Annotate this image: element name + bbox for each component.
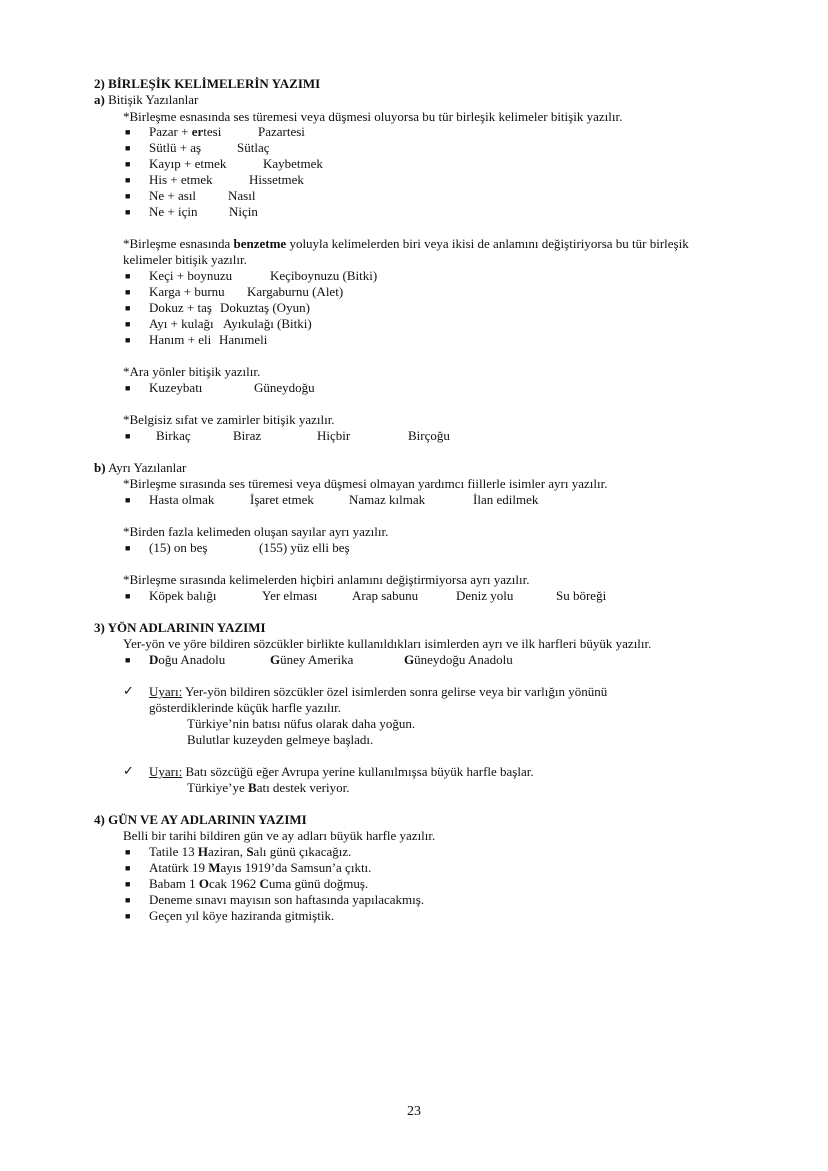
example-item: Keçi + boynuzu [149,268,233,283]
example-item: Arap sabunu [352,588,419,603]
bullet-icon: ■ [125,431,131,441]
bullet-icon: ■ [125,495,131,505]
warning-note: Uyarı: Batı sözcüğü eğer Avrupa yerine kullanılmışsa büyük harfle başlar. [149,764,534,779]
example-item: Su böreği [556,588,607,603]
rule-text: kelimeler bitişik yazılır. [123,252,247,267]
rule-text: *Ara yönler bitişik yazılır. [123,364,261,379]
bullet-icon: ■ [125,143,131,153]
example-item: Ne + için [149,204,198,219]
example-sentence: Türkiye’ye Batı destek veriyor. [187,780,350,795]
example-item: Biraz [233,428,262,443]
bullet-icon: ■ [125,175,131,185]
example-result: Pazartesi [258,124,305,139]
example-result: Hissetmek [249,172,304,187]
example-result: Kargaburnu (Alet) [247,284,344,299]
example-item: Birkaç [156,428,191,443]
example-item: Hanım + eli [149,332,212,347]
example-item: Güneydoğu Anadolu [404,652,513,667]
example-sentence: Babam 1 Ocak 1962 Cuma günü doğmuş. [149,876,369,891]
bullet-icon: ■ [125,655,131,665]
example-sentence: Türkiye’nin batısı nüfus olarak daha yoğun. [187,716,416,731]
example-sentence: Bulutlar kuzeyden gelmeye başladı. [187,732,374,747]
example-item: İşaret etmek [250,492,314,507]
bullet-icon: ■ [125,303,131,313]
example-item: (155) yüz elli beş [259,540,350,555]
rule-text: Belli bir tarihi bildiren gün ve ay adları büyük harfle yazılır. [123,828,436,843]
example-item: Köpek balığı [149,588,217,603]
rule-text: *Birleşme esnasında benzetme yoluyla kelimelerden biri veya ikisi de anlamını değiştiriyorsa bu tür birleşik [123,236,689,251]
example-item: Ne + asıl [149,188,197,203]
example-item: Pazar + ertesi [149,124,222,139]
example-result: Ayıkulağı (Bitki) [223,316,312,331]
bullet-icon: ■ [125,191,131,201]
bullet-icon: ■ [125,591,131,601]
example-sentence: Geçen yıl köye haziranda gitmiştik. [149,908,335,923]
example-item: Hiçbir [317,428,351,443]
example-item: Deniz yolu [456,588,514,603]
subsection-a-title: Bitişik Yazılanlar [108,92,199,107]
bullet-icon: ■ [125,543,131,553]
example-item: İlan edilmek [473,492,539,507]
bullet-icon: ■ [125,895,131,905]
subsection-b-heading [94,460,186,476]
bullet-icon: ■ [125,863,131,873]
example-item: Namaz kılmak [349,492,426,507]
section-2-title: 2) BİRLEŞİK KELİMELERİN YAZIMI [94,76,321,91]
example-item: Yer elması [262,588,318,603]
bullet-icon: ■ [125,127,131,137]
example-sentence: Tatile 13 Haziran, Salı günü çıkacağız. [149,844,352,859]
subsection-a-letter: a) [94,92,105,107]
example-result: Niçin [229,204,258,219]
example-result: Dokuztaş (Oyun) [220,300,310,315]
subsection-a-heading [94,92,198,108]
example-result: Sütlaç [237,140,270,155]
warning-label: Uyarı: [149,684,183,699]
example-item: Dokuz + taş [149,300,212,315]
example-item: Kuzeybatı [149,380,203,395]
warning-label: Uyarı: [149,764,183,779]
example-item: Güneydoğu [254,380,315,395]
example-item: Ayı + kulağı [149,316,214,331]
bullet-icon: ■ [125,847,131,857]
example-result: Nasıl [228,188,256,203]
rule-text: *Belgisiz sıfat ve zamirler bitişik yazılır. [123,412,335,427]
subsection-b-letter: b) [94,460,106,475]
bullet-icon: ■ [125,271,131,281]
example-item: Karga + burnu [149,284,225,299]
bullet-icon: ■ [125,207,131,217]
example-item: Hasta olmak [149,492,215,507]
warning-note: Uyarı: Yer-yön bildiren sözcükler özel isimlerden sonra gelirse veya bir varlığın yönünü [149,684,608,699]
example-sentence: Deneme sınavı mayısın son haftasında yapılacakmış. [149,892,425,907]
rule-text: *Birleşme sırasında ses türemesi veya düşmesi olmayan yardımcı fiillerle isimler ayrı yazılır. [123,476,608,491]
bullet-icon: ■ [125,383,131,393]
example-sentence: Atatürk 19 Mayıs 1919’da Samsun’a çıktı. [149,860,372,875]
example-result: Hanımeli [219,332,268,347]
bullet-icon: ■ [125,911,131,921]
subsection-b-title: Ayrı Yazılanlar [108,460,187,475]
bullet-icon: ■ [125,159,131,169]
page-number: 23 [407,1104,421,1119]
bullet-icon: ■ [125,287,131,297]
checkmark-icon: ✓ [123,684,134,699]
bullet-icon: ■ [125,879,131,889]
example-item: Kayıp + etmek [149,156,227,171]
example-result: Kaybetmek [263,156,323,171]
example-item: Birçoğu [408,428,450,443]
rule-text: *Birleşme sırasında kelimelerden hiçbiri anlamını değiştirmiyorsa ayrı yazılır. [123,572,530,587]
bullet-icon: ■ [125,319,131,329]
checkmark-icon: ✓ [123,764,134,779]
rule-text: *Birden fazla kelimeden oluşan sayılar ayrı yazılır. [123,524,389,539]
example-item: Sütlü + aş [149,140,202,155]
bullet-icon: ■ [125,335,131,345]
example-item: His + etmek [149,172,213,187]
rule-text: Yer-yön ve yöre bildiren sözcükler birlikte kullanıldıkları isimlerden ayrı ve ilk harfleri büyük yazılır. [123,636,652,651]
warning-note-cont: gösterdiklerinde küçük harfle yazılır. [149,700,342,715]
example-item: Güney Amerika [270,652,354,667]
example-result: Keçiboynuzu (Bitki) [270,268,378,283]
section-4-title: 4) GÜN VE AY ADLARININ YAZIMI [94,812,307,827]
example-item: (15) on beş [149,540,208,555]
section-3-title: 3) YÖN ADLARININ YAZIMI [94,620,266,635]
rule-text: *Birleşme esnasında ses türemesi veya düşmesi oluyorsa bu tür birleşik kelimeler bitişik yazılır. [123,109,623,124]
example-item: Doğu Anadolu [149,652,226,667]
